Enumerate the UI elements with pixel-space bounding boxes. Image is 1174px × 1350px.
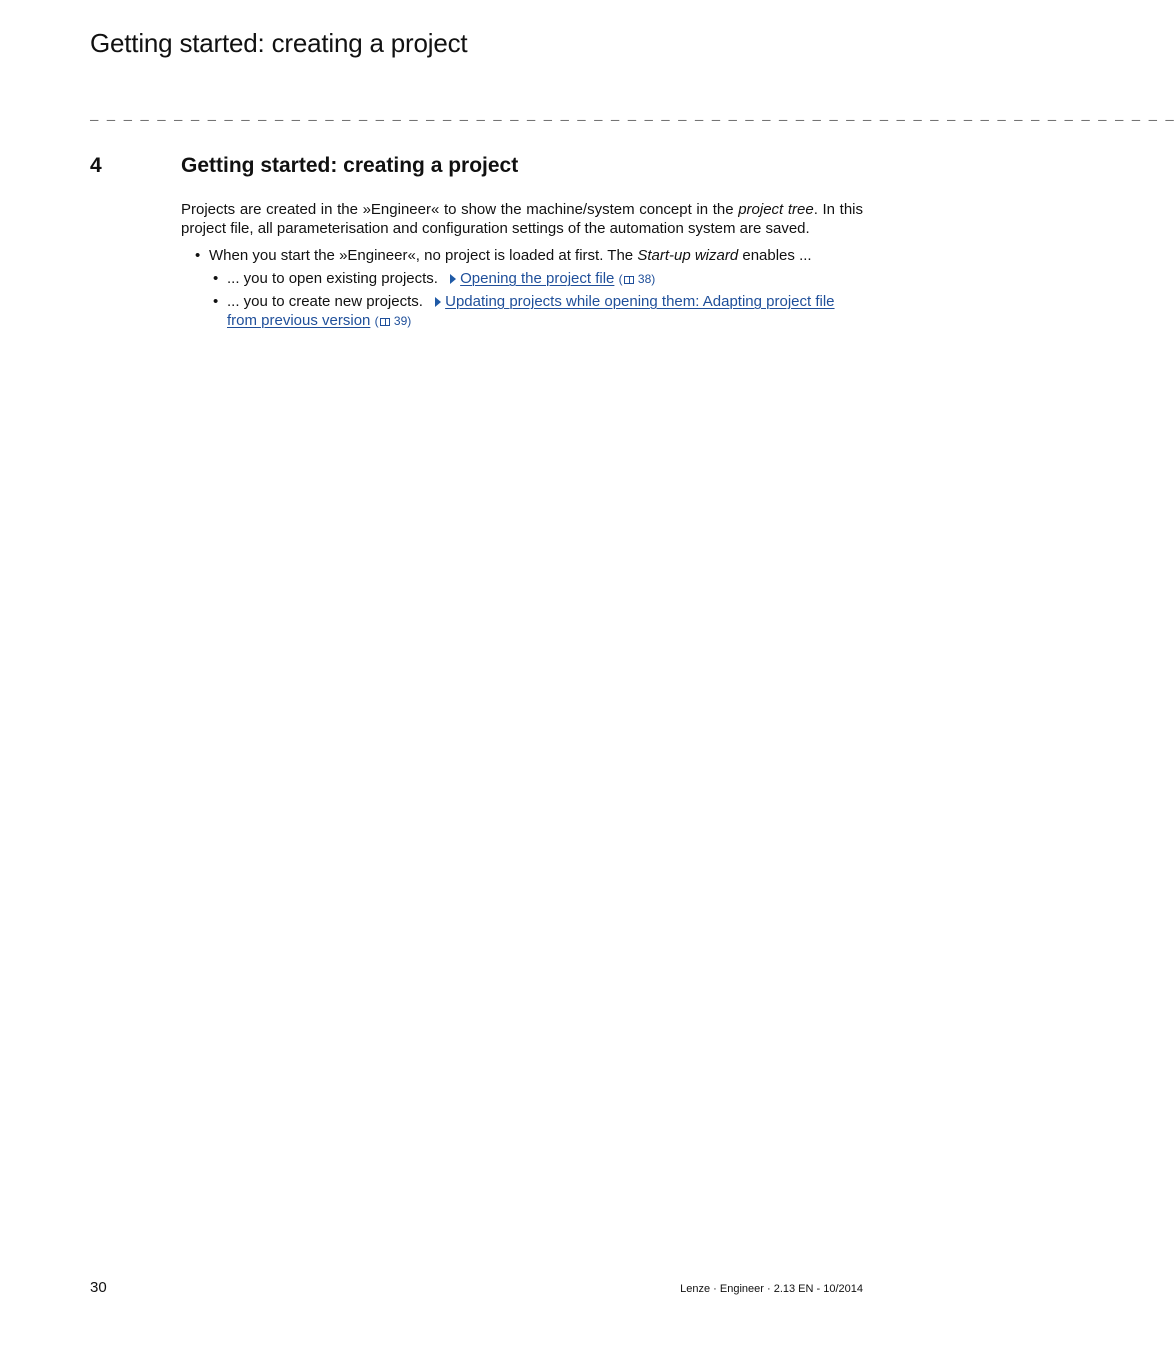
footer-info: Lenze · Engineer · 2.13 EN - 10/2014 [680,1283,863,1295]
bullet-glyph: • [213,293,219,310]
paren-close: ) [407,314,412,328]
bullet-glyph: • [213,270,219,287]
sub-list [209,269,863,331]
page-reference-number: 38 [637,272,652,286]
intro-paragraph [181,200,863,238]
book-icon [380,318,390,326]
bullet-glyph: • [195,247,201,264]
intro-emphasis: project tree [738,201,814,218]
chapter-content [181,200,863,334]
arrow-right-icon [435,297,441,307]
arrow-right-icon [450,274,456,284]
intro-text-1: Projects are created in the »Engineer« to show the machine/system concept in the [181,201,739,218]
cross-reference-link[interactable]: Updating projects while opening them: Adapting project file from previous version [227,293,835,329]
running-header: Getting started: creating a project [90,28,468,58]
bullet-text-1: When you start the »Engineer«, no project is loaded at first. The [209,247,638,264]
intro-text-2: . In this project file, all parameterisation and configuration settings of the automation system are saved. [181,201,864,237]
list-item [181,246,863,331]
page-reference[interactable] [375,314,412,328]
page-reference[interactable] [619,272,656,286]
book-icon [624,276,634,284]
list-item [209,292,863,331]
paren-close: ) [651,272,656,286]
paren-open: ( [374,314,379,328]
cross-reference-link[interactable]: Opening the project file [460,270,615,287]
header-dashed-rule: _ _ _ _ _ _ _ _ _ _ _ _ _ _ _ _ _ _ _ _ _ _ _ _ _ _ _ _ _ _ _ _ _ _ _ _ _ _ _ _ _ _ _ _ _ _ _ _ _ _ _ _ _ _ _ _ _ _ _ _ _ _ _ _ _ [90,108,1174,124]
paren-open: ( [618,272,623,286]
bullet-emphasis: Start-up wizard [637,247,739,264]
page-number: 30 [90,1279,107,1296]
sub-item-text: ... you to open existing projects. [227,270,438,287]
sub-item-text: ... you to create new projects. [227,293,423,310]
chapter-title: Getting started: creating a project [181,154,519,177]
list-item [209,269,863,289]
page-reference-number: 39 [393,314,408,328]
bullet-text-2: enables ... [738,247,812,264]
chapter-number: 4 [90,154,102,177]
bullet-list [181,246,863,331]
